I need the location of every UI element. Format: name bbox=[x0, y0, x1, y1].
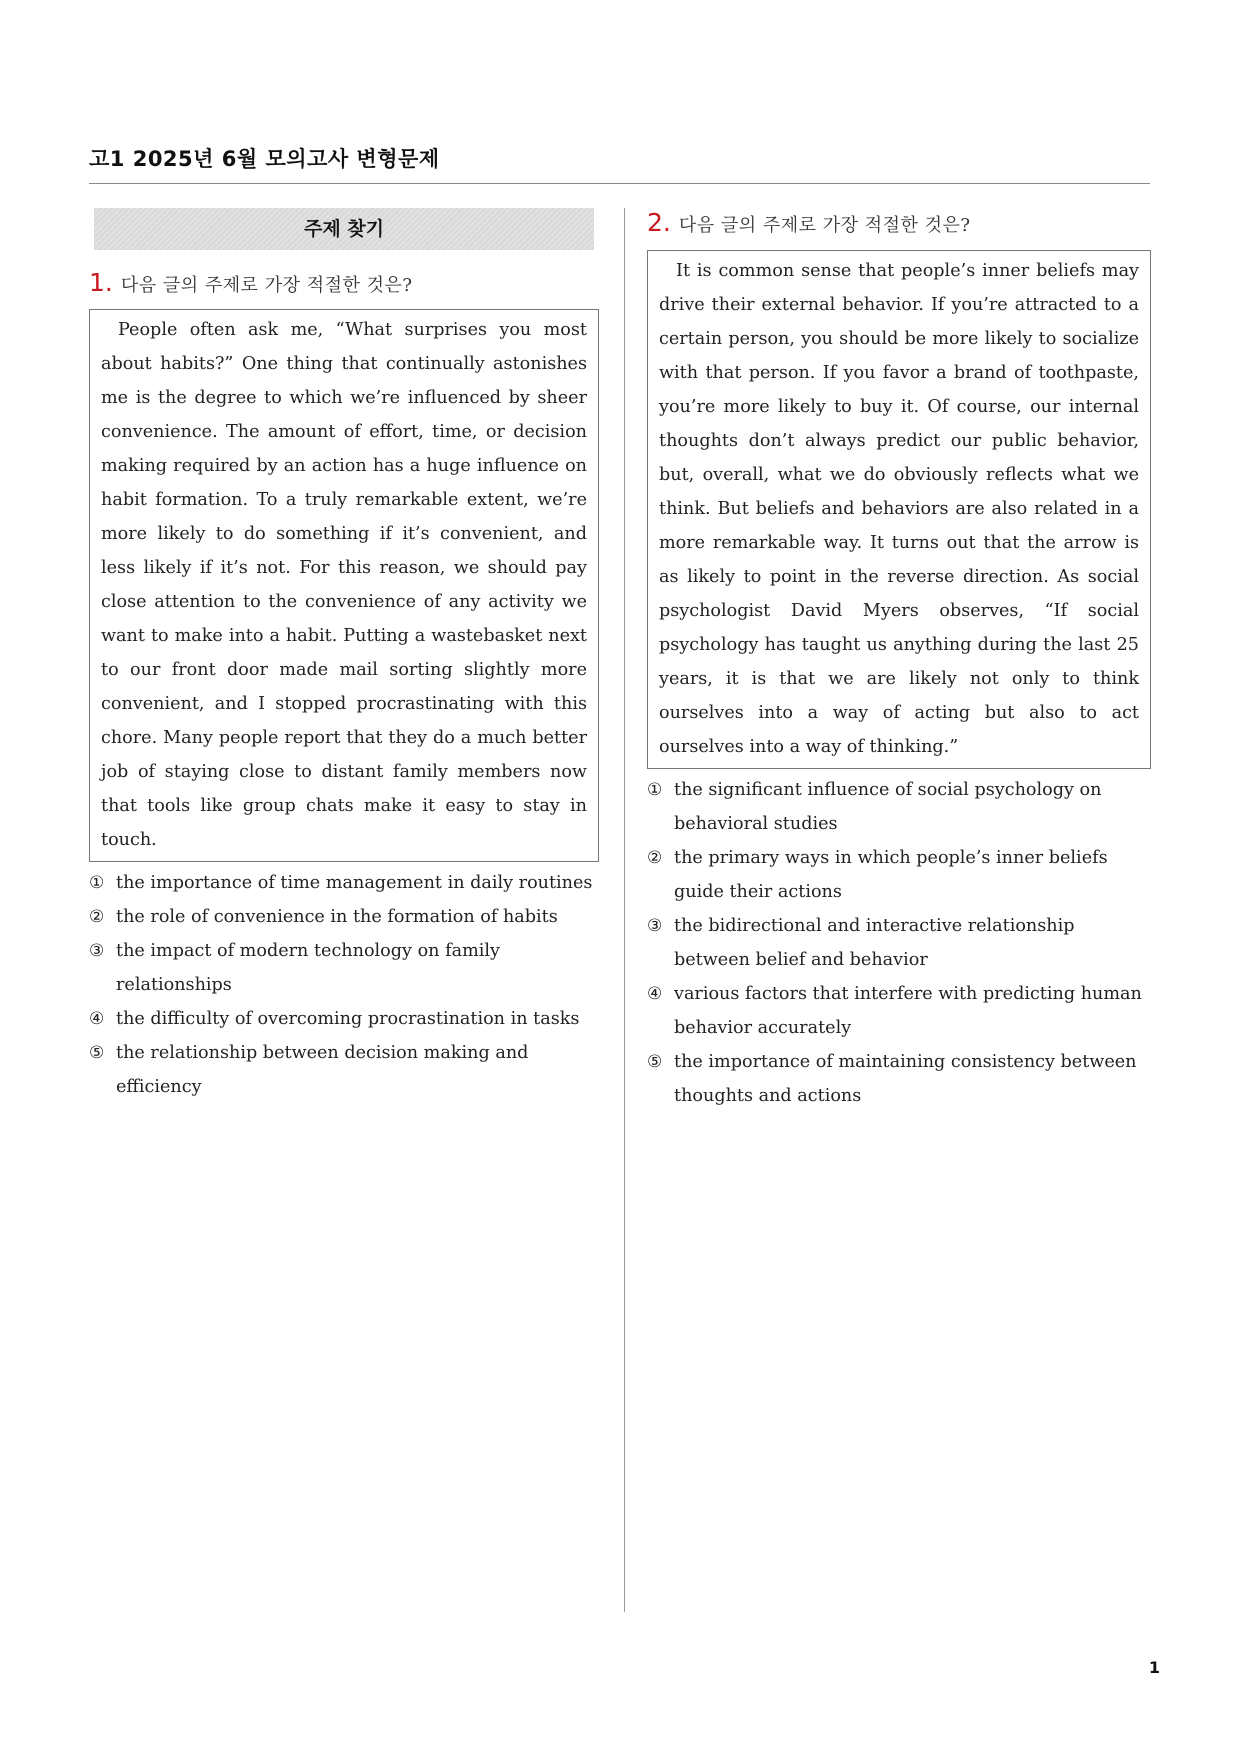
choice-mark: ② bbox=[89, 907, 105, 927]
answer-choice-5[interactable] bbox=[89, 1036, 599, 1104]
choice-mark: ③ bbox=[89, 941, 105, 961]
answer-choice-1[interactable] bbox=[89, 866, 599, 900]
answer-choice-2[interactable] bbox=[89, 900, 599, 934]
choice-text: the significant influence of social psychology on behavioral studies bbox=[674, 780, 1102, 834]
choice-mark: ③ bbox=[647, 916, 663, 936]
question-prompt: 다음 글의 주제로 가장 적절한 것은? bbox=[120, 275, 413, 296]
choice-mark: ④ bbox=[89, 1009, 105, 1029]
question-number: 2. bbox=[647, 208, 671, 237]
choice-mark: ⑤ bbox=[647, 1052, 663, 1072]
right-column bbox=[647, 208, 1151, 1113]
choice-text: the bidirectional and interactive relationship between belief and behavior bbox=[674, 916, 1075, 970]
choice-text: the impact of modern technology on family relationships bbox=[116, 941, 500, 995]
choice-text: the primary ways in which people’s inner beliefs guide their actions bbox=[674, 848, 1108, 902]
passage-text: It is common sense that people’s inner beliefs may drive their external behavior. If you’re attracted to a certain person, you should be more likely to socialize with that person. If you favor a brand of toothpaste, you’re more likely to buy it. Of course, our internal thoughts don’t always predict our public behavior, but, overall, what we do obviously reflects what we think. But beliefs and behaviors are also related in a more remarkable way. It turns out that the arrow is as likely to point in the reverse direction. As social psychologist David Myers observes, “If social psychology has taught us anything during the last 25 years, it is that we are likely not only to think ourselves into a way of acting but also to act ourselves into a way of thinking.” bbox=[659, 261, 1139, 757]
question-1-header bbox=[89, 268, 599, 297]
choice-text: various factors that interfere with predicting human behavior accurately bbox=[674, 984, 1142, 1038]
choice-text: the role of convenience in the formation of habits bbox=[116, 907, 558, 927]
choice-mark: ② bbox=[647, 848, 663, 868]
answer-choice-5[interactable] bbox=[647, 1045, 1151, 1113]
question-1-passage-box bbox=[89, 309, 599, 862]
choice-text: the relationship between decision making and efficiency bbox=[116, 1043, 529, 1097]
passage-text: People often ask me, “What surprises you most about habits?” One thing that continually astonishes me is the degree to which we’re influenced by sheer convenience. The amount of effort, time, or decision making required by an action has a huge influence on habit formation. To a truly remarkable extent, we’re more likely to do something if it’s convenient, and less likely if it’s not. For this reason, we should pay close attention to the convenience of any activity we want to make into a habit. Putting a wastebasket next to our front door made mail sorting slightly more convenient, and I stopped procrastinating with this chore. Many people report that they do a much better job of staying close to distant family members now that tools like group chats make it easy to stay in touch. bbox=[101, 320, 587, 850]
answer-choice-2[interactable] bbox=[647, 841, 1151, 909]
answer-choice-1[interactable] bbox=[647, 773, 1151, 841]
choice-mark: ① bbox=[89, 873, 105, 893]
question-2-choices bbox=[647, 773, 1151, 1113]
choice-mark: ① bbox=[647, 780, 663, 800]
choice-mark: ④ bbox=[647, 984, 663, 1004]
choice-mark: ⑤ bbox=[89, 1043, 105, 1063]
choice-text: the importance of time management in daily routines bbox=[116, 873, 593, 893]
question-number: 1. bbox=[89, 268, 113, 297]
left-column bbox=[89, 208, 599, 1104]
choice-text: the importance of maintaining consistency between thoughts and actions bbox=[674, 1052, 1137, 1106]
page-header bbox=[89, 143, 1150, 184]
answer-choice-4[interactable] bbox=[647, 977, 1151, 1045]
question-2-passage-box bbox=[647, 250, 1151, 769]
answer-choice-4[interactable] bbox=[89, 1002, 599, 1036]
question-2-header bbox=[647, 208, 1151, 237]
question-1-choices bbox=[89, 866, 599, 1104]
answer-choice-3[interactable] bbox=[89, 934, 599, 1002]
page-title: 고1 2025년 6월 모의고사 변형문제 bbox=[89, 147, 440, 171]
page-number: 1 bbox=[1148, 1658, 1160, 1677]
choice-text: the difficulty of overcoming procrastination in tasks bbox=[116, 1009, 580, 1029]
column-divider bbox=[624, 208, 625, 1612]
question-prompt: 다음 글의 주제로 가장 적절한 것은? bbox=[678, 215, 971, 236]
section-title-bar: 주제 찾기 bbox=[94, 208, 594, 250]
answer-choice-3[interactable] bbox=[647, 909, 1151, 977]
